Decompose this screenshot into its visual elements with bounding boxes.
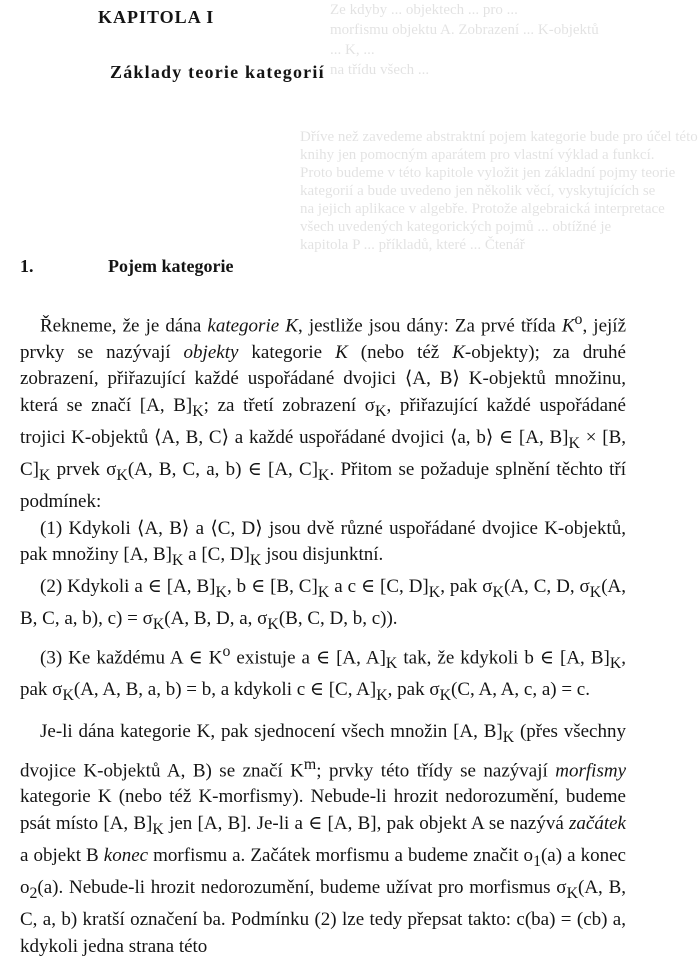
paragraph-gap	[20, 709, 626, 719]
chapter-heading: KAPITOLA I	[98, 7, 215, 27]
body-text	[20, 307, 626, 960]
section-heading	[20, 256, 233, 277]
morphism-paragraph: Je-li dána kategorie K, pak sjednocení všech množin [A, $B]_K$ (přes všechny dvojice K-objektů A, B) se značí $K^m$; prvky této třídy se nazývají morfismy kategorie K (nebo též K-morfismy). Nebude-li hrozit nedorozumění, budeme psát místo [A, $B]_K$ jen [A, B]. Je-li a ∈ [A, B], pak objekt A se nazývá začátek a objekt B konec morfismu a. Začátek morfismu a budeme značit $o_1(a)$ a konec $o_2(a)$. Nebude-li hrozit nedorozumění, budeme užívat pro morfismus $\sigma_K(A$, B, C, a, b) kratší označení ba. Podmínku (2) lze tedy přepsat takto: c(ba) = (cb) a, kdykoli jedna strana této	[20, 721, 627, 957]
bleed-through-text: Dříve než zavedeme abstraktní pojem kategorie bude pro účel této knihy jen pomocným aparátem pro vlastní výklad a funkcí. Proto budeme v této kapitole vyložit jen základní pojmy teorie kategorií a bude uvedeno jen několik věcí, vyskytujících se na jejich aplikace v algebře. Protože algebraická interpretace všech uvedených kategorických pojmů ... obtížné je kapitola P ... příkladů, které ... Čtenář	[300, 129, 698, 253]
definition-paragraph: Řekneme, že je dána kategorie K, jestliže jsou dány: Za prvé třída $K^o$, jejíž prvky se nazývají objekty kategorie K (nebo též K-objekty); za druhé zobrazení, přiřazující každé uspořádané dvojici ⟨A, B⟩ K-objektů množinu, která se značí [A, $B]_K$; za třetí zobrazení $\sigma_K$, přiřazující každé uspořádané trojici K-objektů ⟨A, B, C⟩ a každé uspořádané dvojici ⟨a, b⟩ ∈ [A, $B]_K \times [B$, $C]_K$ prvek $\sigma_K(A$, B, C, a, b) ∈ [A, $C]_K$. Přitom se požaduje splnění těchto tří podmínek:	[20, 311, 627, 513]
section-number: 1.	[20, 256, 34, 276]
section-title: Pojem kategorie	[108, 256, 234, 276]
condition-2: (2) Kdykoli a ∈ [A, $B]_K$, b ∈ [B, $C]_K$ a c ∈ [C, $D]_K$, pak $\sigma_K(A$, C, D, $\sigma_K(A$, B, C, a, b), $c) = \sigma_K(A$, B, D, a, $\sigma_K(B$, C, D, b, c)).	[20, 576, 627, 634]
condition-3: (3) Ke každému A ∈ $K^o$ existuje a ∈ [A, $A]_K$ tak, že kdykoli b ∈ [A, $B]_K$, pak $\sigma_K(A$, A, B, a, b) = b, a kdykoli c ∈ [C, $A]_K$, pak $\sigma_K(C$, A, A, c, a) = c.	[20, 642, 627, 704]
bleed-through-text: Ze kdyby ... objektech ... pro ... morfismu objektu A. Zobrazení ... K-objektů ... K, ... na třídu všech ...	[330, 2, 599, 78]
condition-1: (1) Kdykoli ⟨A, B⟩ a ⟨C, D⟩ jsou dvě různé uspořádané dvojice K-objektů, pak množiny [A, $B]_K$ a [C, $D]_K$ jsou disjunktní.	[20, 517, 626, 569]
chapter-title: Základy teorie kategorií	[110, 62, 325, 82]
